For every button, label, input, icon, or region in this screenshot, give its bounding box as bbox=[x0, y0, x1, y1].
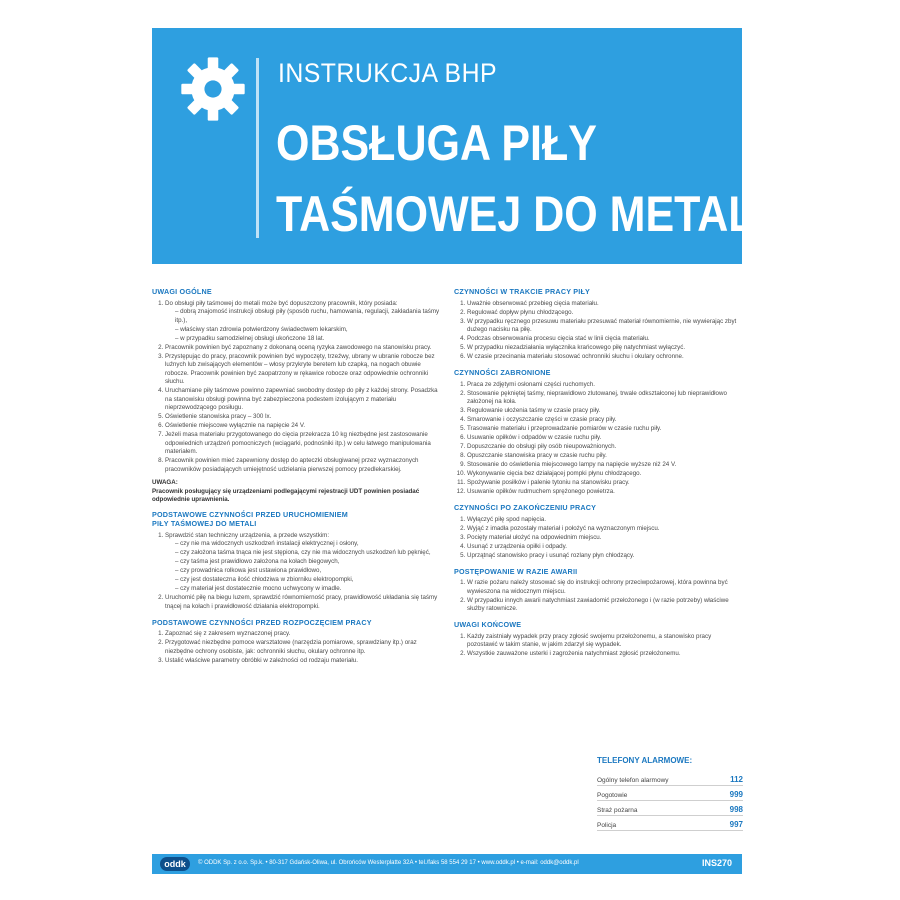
list-item: 1. Wyłączyć piłę spod napięcia. bbox=[467, 516, 742, 525]
phone-row: Straż pożarna 998 bbox=[597, 801, 743, 816]
section-heading: UWAGI OGÓLNE bbox=[152, 287, 212, 296]
list-item: 11. Spożywanie posiłków i palenie tytoniu na stanowisku pracy. bbox=[467, 479, 742, 488]
list-item: 1. Zapoznać się z zakresem wyznaczonej pracy. bbox=[165, 630, 442, 639]
list-item: 5. Trasowanie materiału i przeprowadzanie pomiarów w czasie ruchu piły. bbox=[467, 425, 742, 434]
list-item: 6. Oświetlenie miejscowe wyłącznie na napięcie 24 V. bbox=[165, 422, 442, 431]
page-title bbox=[276, 108, 766, 250]
emergency-list bbox=[454, 579, 742, 614]
note-label: UWAGA: bbox=[152, 479, 178, 486]
footer-bar bbox=[152, 854, 742, 874]
list-item: 4. Smarowanie i oczyszczanie części w czasie pracy piły. bbox=[467, 416, 742, 425]
list-item: 6. W czasie przecinania materiału stosować ochronniki słuchu i okulary ochronne. bbox=[467, 353, 742, 362]
section-heading: POSTĘPOWANIE W RAZIE AWARII bbox=[454, 566, 578, 576]
list-item: 10. Wykonywanie cięcia bez działającej pompki płynu chłodzącego. bbox=[467, 470, 742, 479]
list-item: – czy jest dostateczna ilość chłodziwa w zbiorniku elektropompki, bbox=[175, 576, 442, 585]
list-item: – właściwy stan zdrowia potwierdzony świadectwem lekarskim, bbox=[175, 326, 442, 335]
header-divider bbox=[256, 58, 259, 238]
list-item: 2. Wyjąć z imadła pozostały materiał i położyć na wyznaczonym miejscu. bbox=[467, 525, 742, 534]
list-item: – czy założona taśma tnąca nie jest stępiona, czy nie ma widocznych uszkodzeń lub pęknięć, bbox=[175, 549, 442, 558]
list-item: 1. Do obsługi piły taśmowej do metali może być dopuszczony pracownik, który posiada: – dobrą znajomość instrukcji obsługi piły (sposób ruchu, hamowania, regulacji, zakładania taśmy itp.), – właściwy stan zdrowia potwierdzony świadectwem lekarskim, – w przypadku samodzielnej obsługi ukończone 18 lat. bbox=[165, 300, 442, 344]
section-heading-cont: PIŁY TAŚMOWEJ DO METALI bbox=[152, 519, 257, 528]
list-item: 8. Opuszczanie stanowiska pracy w czasie ruchu piły. bbox=[467, 452, 742, 461]
company-logo: oddk bbox=[160, 857, 190, 871]
list-item: 2. Regulować dopływ płynu chłodzącego. bbox=[467, 309, 742, 318]
document-code: INS270 bbox=[701, 858, 732, 868]
list-item: 1. Sprawdzić stan techniczny urządzenia, a przede wszystkim: – czy nie ma widocznych uszkodzeń instalacji elektrycznej i osłony, – czy założona taśma tnąca nie jest stępiona, czy nie ma widocznych uszkodzeń lub pęknięć, – czy taśma jest prawidłowo założona na kołach biegowych, – czy prowadnica rolkowa jest ustawiona prawidłowo, – czy jest dostateczna ilość chłodziwa w zbiorniku elektropompki, – czy materiał jest dostatecznie mocno uchwycony w imadle. bbox=[165, 532, 442, 594]
list-item: 4. Usunąć z urządzenia opiłki i odpady. bbox=[467, 543, 742, 552]
safety-instruction-sheet bbox=[152, 28, 767, 880]
list-item: 7. Jeżeli masa materiału przygotowanego do cięcia przekracza 10 kg niezbędne jest zastosowanie odpowiednich urządzeń pomocniczych (wciągarki, podnośniki itp.) w celu łatwego manipulowania materiałem. bbox=[165, 431, 442, 457]
before-start-list bbox=[152, 532, 442, 612]
section-heading: CZYNNOŚCI ZABRONIONE bbox=[454, 368, 551, 377]
list-item: 5. Uprzątnąć stanowisko pracy i usunąć rozlany płyn chłodzący. bbox=[467, 552, 742, 561]
list-item: 5. W przypadku niezadziałania wyłącznika krańcowego piłę natychmiast wyłączyć. bbox=[467, 344, 742, 353]
list-item: 6. Usuwanie opiłków i odpadów w czasie ruchu piły. bbox=[467, 434, 742, 443]
phone-row: Policja 997 bbox=[597, 816, 743, 831]
section-heading: CZYNNOŚCI W TRAKCIE PRACY PIŁY bbox=[454, 287, 591, 296]
list-item: 2. W przypadku innych awarii natychmiast zawiadomić przełożonego i (w razie potrzeby) właściwe służby ratownicze. bbox=[467, 597, 742, 614]
list-item: – czy prowadnica rolkowa jest ustawiona prawidłowo, bbox=[175, 567, 442, 576]
general-notes-list bbox=[152, 300, 442, 475]
phones-title: TELEFONY ALARMOWE: bbox=[597, 756, 693, 765]
title-line-2: TAŚMOWEJ DO METALI bbox=[276, 186, 767, 242]
gear-icon bbox=[180, 56, 246, 122]
list-item: 2. Wszystkie zauważone usterki i zagrożenia natychmiast zgłosić przełożonemu. bbox=[467, 650, 742, 659]
list-item: – dobrą znajomość instrukcji obsługi piły (sposób ruchu, hamowania, regulacji, zakładania taśmy itp.), bbox=[175, 308, 442, 325]
list-item: 2. Stosowanie pękniętej taśmy, nieprawidłowo zlutowanej, trwale odkształconej lub nieprawidłowo założonej na koła. bbox=[467, 390, 742, 407]
forbidden-list bbox=[454, 381, 742, 497]
list-item: – czy materiał jest dostatecznie mocno uchwycony w imadle. bbox=[175, 585, 442, 594]
list-item: 5. Oświetlenie stanowiska pracy – 300 lx. bbox=[165, 413, 442, 422]
title-line-1: OBSŁUGA PIŁY bbox=[276, 115, 597, 171]
list-item: 2. Pracownik powinien być zapoznany z dokonaną oceną ryzyka zawodowego na stanowisku pracy. bbox=[165, 344, 442, 353]
list-item: 3. Ustalić właściwe parametry obróbki w zależności od rodzaju materiału. bbox=[165, 657, 442, 666]
list-item: 1. Praca ze zdjętymi osłonami części ruchomych. bbox=[467, 381, 742, 390]
phone-row: Pogotowie 999 bbox=[597, 786, 743, 801]
list-item: – czy taśma jest prawidłowo założona na kołach biegowych, bbox=[175, 558, 442, 567]
section-heading: PODSTAWOWE CZYNNOŚCI PRZED URUCHOMIENIEM bbox=[152, 509, 348, 519]
section-heading: CZYNNOŚCI PO ZAKOŃCZENIU PRACY bbox=[454, 503, 597, 512]
left-column bbox=[152, 288, 442, 666]
sub-list bbox=[165, 540, 442, 594]
before-work-list bbox=[152, 630, 442, 665]
section-heading: PODSTAWOWE CZYNNOŚCI PRZED ROZPOCZĘCIEM PRACY bbox=[152, 617, 372, 627]
document-type: INSTRUKCJA BHP bbox=[278, 58, 498, 88]
list-item: 3. W przypadku ręcznego przesuwu materiału przesuwać materiał równomiernie, nie wywierając zbyt dużego nacisku na piłę. bbox=[467, 318, 742, 335]
list-item: 1. Każdy zaistniały wypadek przy pracy zgłosić swojemu przełożonemu, a stanowisko pracy pozostawić w takim stanie, w jakim zdarzył się wypadek. bbox=[467, 633, 742, 650]
list-item: 7. Dopuszczanie do obsługi piły osób nieupoważnionych. bbox=[467, 443, 742, 452]
list-item: – czy nie ma widocznych uszkodzeń instalacji elektrycznej i osłony, bbox=[175, 540, 442, 549]
list-item: 4. Podczas obserwowania procesu cięcia stać w linii cięcia materiału. bbox=[467, 335, 742, 344]
list-item: 3. Przystępując do pracy, pracownik powinien być wypoczęty, trzeźwy, ubrany w ubranie robocze bez luźnych lub zwisających elementów – włosy przykryte beretem lub czapką, na nogach obuwie robocze. Pracownik powinien być zaopatrzony w rękawice robocze oraz odpowiednie ochronniki słuchu. bbox=[165, 353, 442, 387]
during-work-list bbox=[454, 300, 742, 362]
list-item: 8. Pracownik powinien mieć zapewniony dostęp do apteczki obsługiwanej przez wyznaczonych pracowników posiadających umiejętność udzielania pierwszej pomocy przedlekarskiej. bbox=[165, 457, 442, 474]
right-column bbox=[454, 288, 742, 659]
list-item: 1. Uważnie obserwować przebieg cięcia materiału. bbox=[467, 300, 742, 309]
sub-list bbox=[165, 308, 442, 343]
list-item: 1. W razie pożaru należy stosować się do instrukcji ochrony przeciwpożarowej, która powinna być wywieszona na widocznym miejscu. bbox=[467, 579, 742, 596]
list-item: 12. Usuwanie opiłków rudmuchem sprężonego powietrza. bbox=[467, 488, 742, 497]
list-item: – w przypadku samodzielnej obsługi ukończone 18 lat. bbox=[175, 335, 442, 344]
section-heading: UWAGI KOŃCOWE bbox=[454, 620, 522, 629]
list-item: 2. Uruchomić piłę na biegu luzem, sprawdzić równomierność pracy, prawidłowość układania się taśmy tnącej na kołach i prawidłowość działania elektropompki. bbox=[165, 594, 442, 611]
list-item: 3. Pocięty materiał ułożyć na odpowiednim miejscu. bbox=[467, 534, 742, 543]
list-item: 2. Przygotować niezbędne pomoce warsztatowe (narzędzia pomiarowe, sprawdziany itp.) oraz niezbędne ochrony osobiste, jak: ochronniki słuchu, okulary ochronne itp. bbox=[165, 639, 442, 656]
note-text: Pracownik posługujący się urządzeniami podlegającymi rejestracji UDT powinien posiadać odpowiednie uprawnienia. bbox=[152, 487, 420, 503]
header-banner bbox=[152, 28, 767, 264]
final-notes-list bbox=[454, 633, 742, 659]
list-item: 9. Stosowanie do oświetlenia miejscowego lampy na napięcie wyższe niż 24 V. bbox=[467, 461, 742, 470]
footer-contact: © ODDK Sp. z o.o. Sp.k. • 80-317 Gdańsk-Oliwa, ul. Obrońców Westerplatte 32A • tel./faks 58 554 29 17 • www.oddk.pl • e-mail: oddk@oddk.pl bbox=[198, 860, 579, 866]
list-item: 3. Regulowanie ułożenia taśmy w czasie pracy piły. bbox=[467, 407, 742, 416]
list-item: 4. Uruchamiane piły taśmowe powinno zapewniać swobodny dostęp do piły z każdej strony. Posadzka na stanowisku obsługi powinna być zabezpieczona podestem izolującym z materiału nieprzewodzącego posiługu. bbox=[165, 387, 442, 413]
after-work-list bbox=[454, 516, 742, 561]
phone-row: Ogólny telefon alarmowy 112 bbox=[597, 771, 743, 786]
emergency-phones bbox=[597, 756, 743, 831]
